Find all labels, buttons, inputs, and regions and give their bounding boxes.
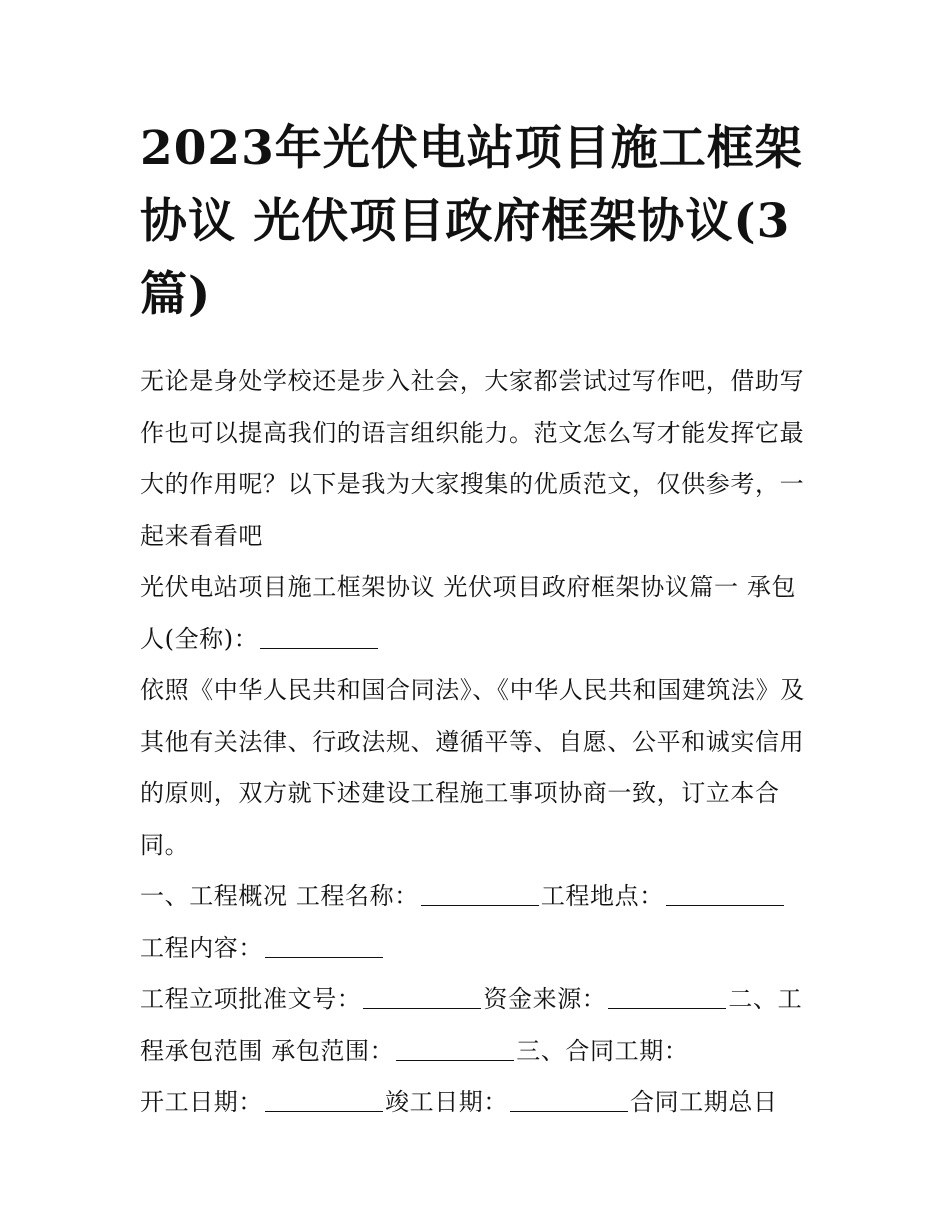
fund-source-label: 资金来源： [483,985,607,1013]
dates-paragraph [140,1077,815,1129]
contract-period-label: 三、合同工期： [516,1036,689,1065]
project-name-blank [421,883,539,906]
start-date-label: 开工日期： [140,1088,263,1116]
total-duration-label: 合同工期总日 [630,1088,778,1116]
approval-number-label: 工程立项批准文号： [140,985,362,1013]
legal-basis-paragraph: 依照《中华人民共和国合同法》、《中华人民共和国建筑法》及其他有关法律、行政法规、遵循平等、自愿、公平和诚实信用的原则，双方就下述建设工程施工事项协商一致，订立本合同。 [140,676,805,859]
project-overview-paragraph [140,871,815,974]
project-content-blank [265,935,383,958]
section-heading-paragraph [140,562,815,665]
document-title: 2023年光伏电站项目施工框架协议 光伏项目政府框架协议(3篇) [140,121,803,322]
scope-blank [396,1038,514,1061]
project-content-label: 工程内容： [140,933,263,962]
approval-number-blank [363,986,481,1009]
project-location-blank [666,883,784,906]
scope-paragraph [140,974,815,1077]
section-heading-text: 光伏电站项目施工框架协议 光伏项目政府框架协议篇一 承包人(全称)： [140,573,797,653]
start-date-blank [265,1089,383,1112]
intro-paragraph: 无论是身处学校还是步入社会，大家都尝试过写作吧，借助写作也可以提高我们的语言组织能力。范文怎么写才能发挥它最大的作用呢？以下是我为大家搜集的优质范文，仅供参考，一起来看看吧 [140,367,805,550]
project-location-label: 工程地点： [540,882,664,910]
document-body [140,356,815,1129]
fund-source-blank [608,986,726,1009]
contractor-name-blank [260,626,378,649]
end-date-blank [510,1089,628,1112]
scope-label: 二、工程承包范围 承包范围： [140,985,803,1065]
end-date-label: 竣工日期： [385,1088,508,1116]
project-name-label: 一、工程概况 工程名称： [140,882,419,910]
